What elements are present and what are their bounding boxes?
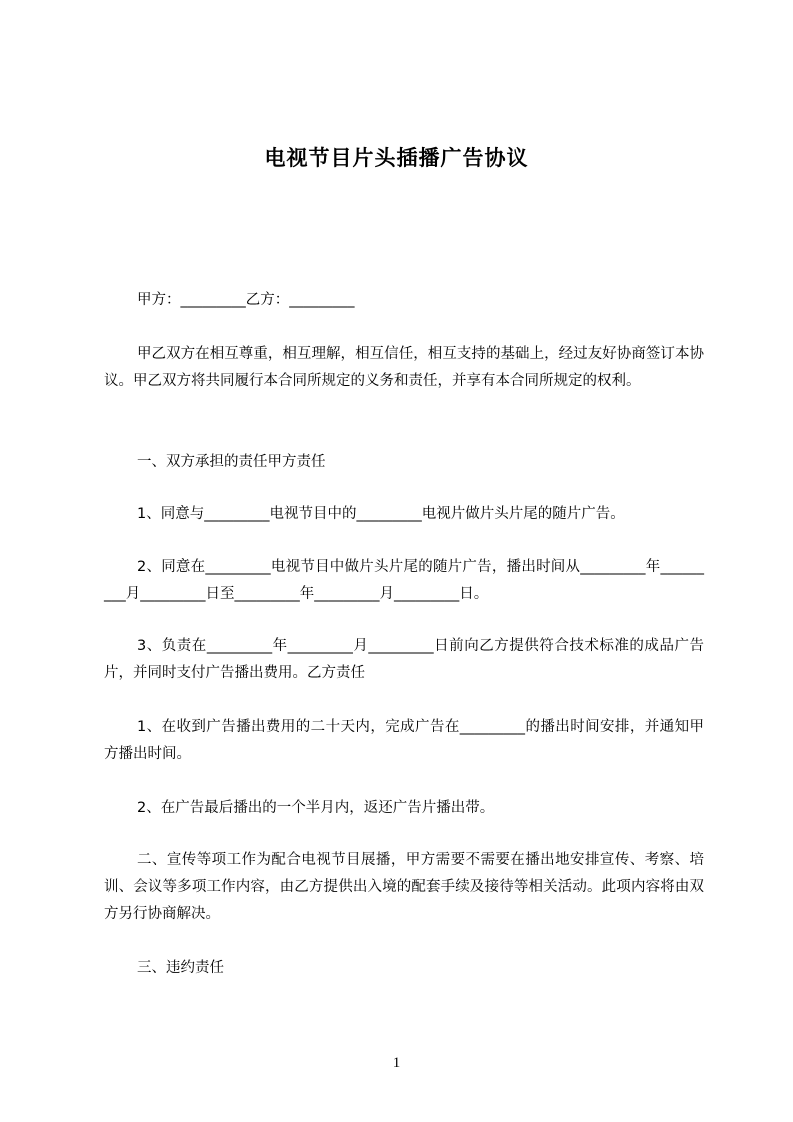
section-1-heading: 一、双方承担的责任甲方责任 [137,454,326,470]
section-2-paragraph: 二、宣传等项工作为配合电视节目展播，甲方需要不需要在播出地安排宣传、考察、培训、会议等多项工作内容，由乙方提供出入境的配套手续及接待等相关活动。此项内容将由双方另行协商解决。 [104,852,704,922]
party-b-item-2: 2、在广告最后播出的一个半月内，返还广告片播出带。 [137,800,495,816]
section-3-heading: 三、违约责任 [137,960,224,976]
party-a-item-1: 1、同意与_________电视节目中的_________电视片做片头片尾的随片广告。 [137,506,625,522]
parties-line: 甲方：_________乙方：_________ [137,292,355,308]
party-b-item-1: 1、在收到广告播出费用的二十天内，完成广告在_________的播出时间安排，并通知甲方播出时间。 [104,719,704,762]
party-a-item-3: 3、负责在_________年_________月_________日前向乙方提供符合技术标准的成品广告片，并同时支付广告播出费用。乙方责任 [104,638,704,681]
intro-paragraph: 甲乙双方在相互尊重，相互理解，相互信任，相互支持的基础上，经过友好协商签订本协议。甲乙双方将共同履行本合同所规定的义务和责任，并享有本合同所规定的权利。 [104,346,704,389]
party-a-item-2: 2、同意在_________电视节目中做片头片尾的随片广告，播出时间从_________年_________月_________日至_________年_________月_________日。 [104,559,704,602]
document-title: 电视节目片头插播广告协议 [264,146,529,170]
page-number: 1 [392,1055,401,1071]
